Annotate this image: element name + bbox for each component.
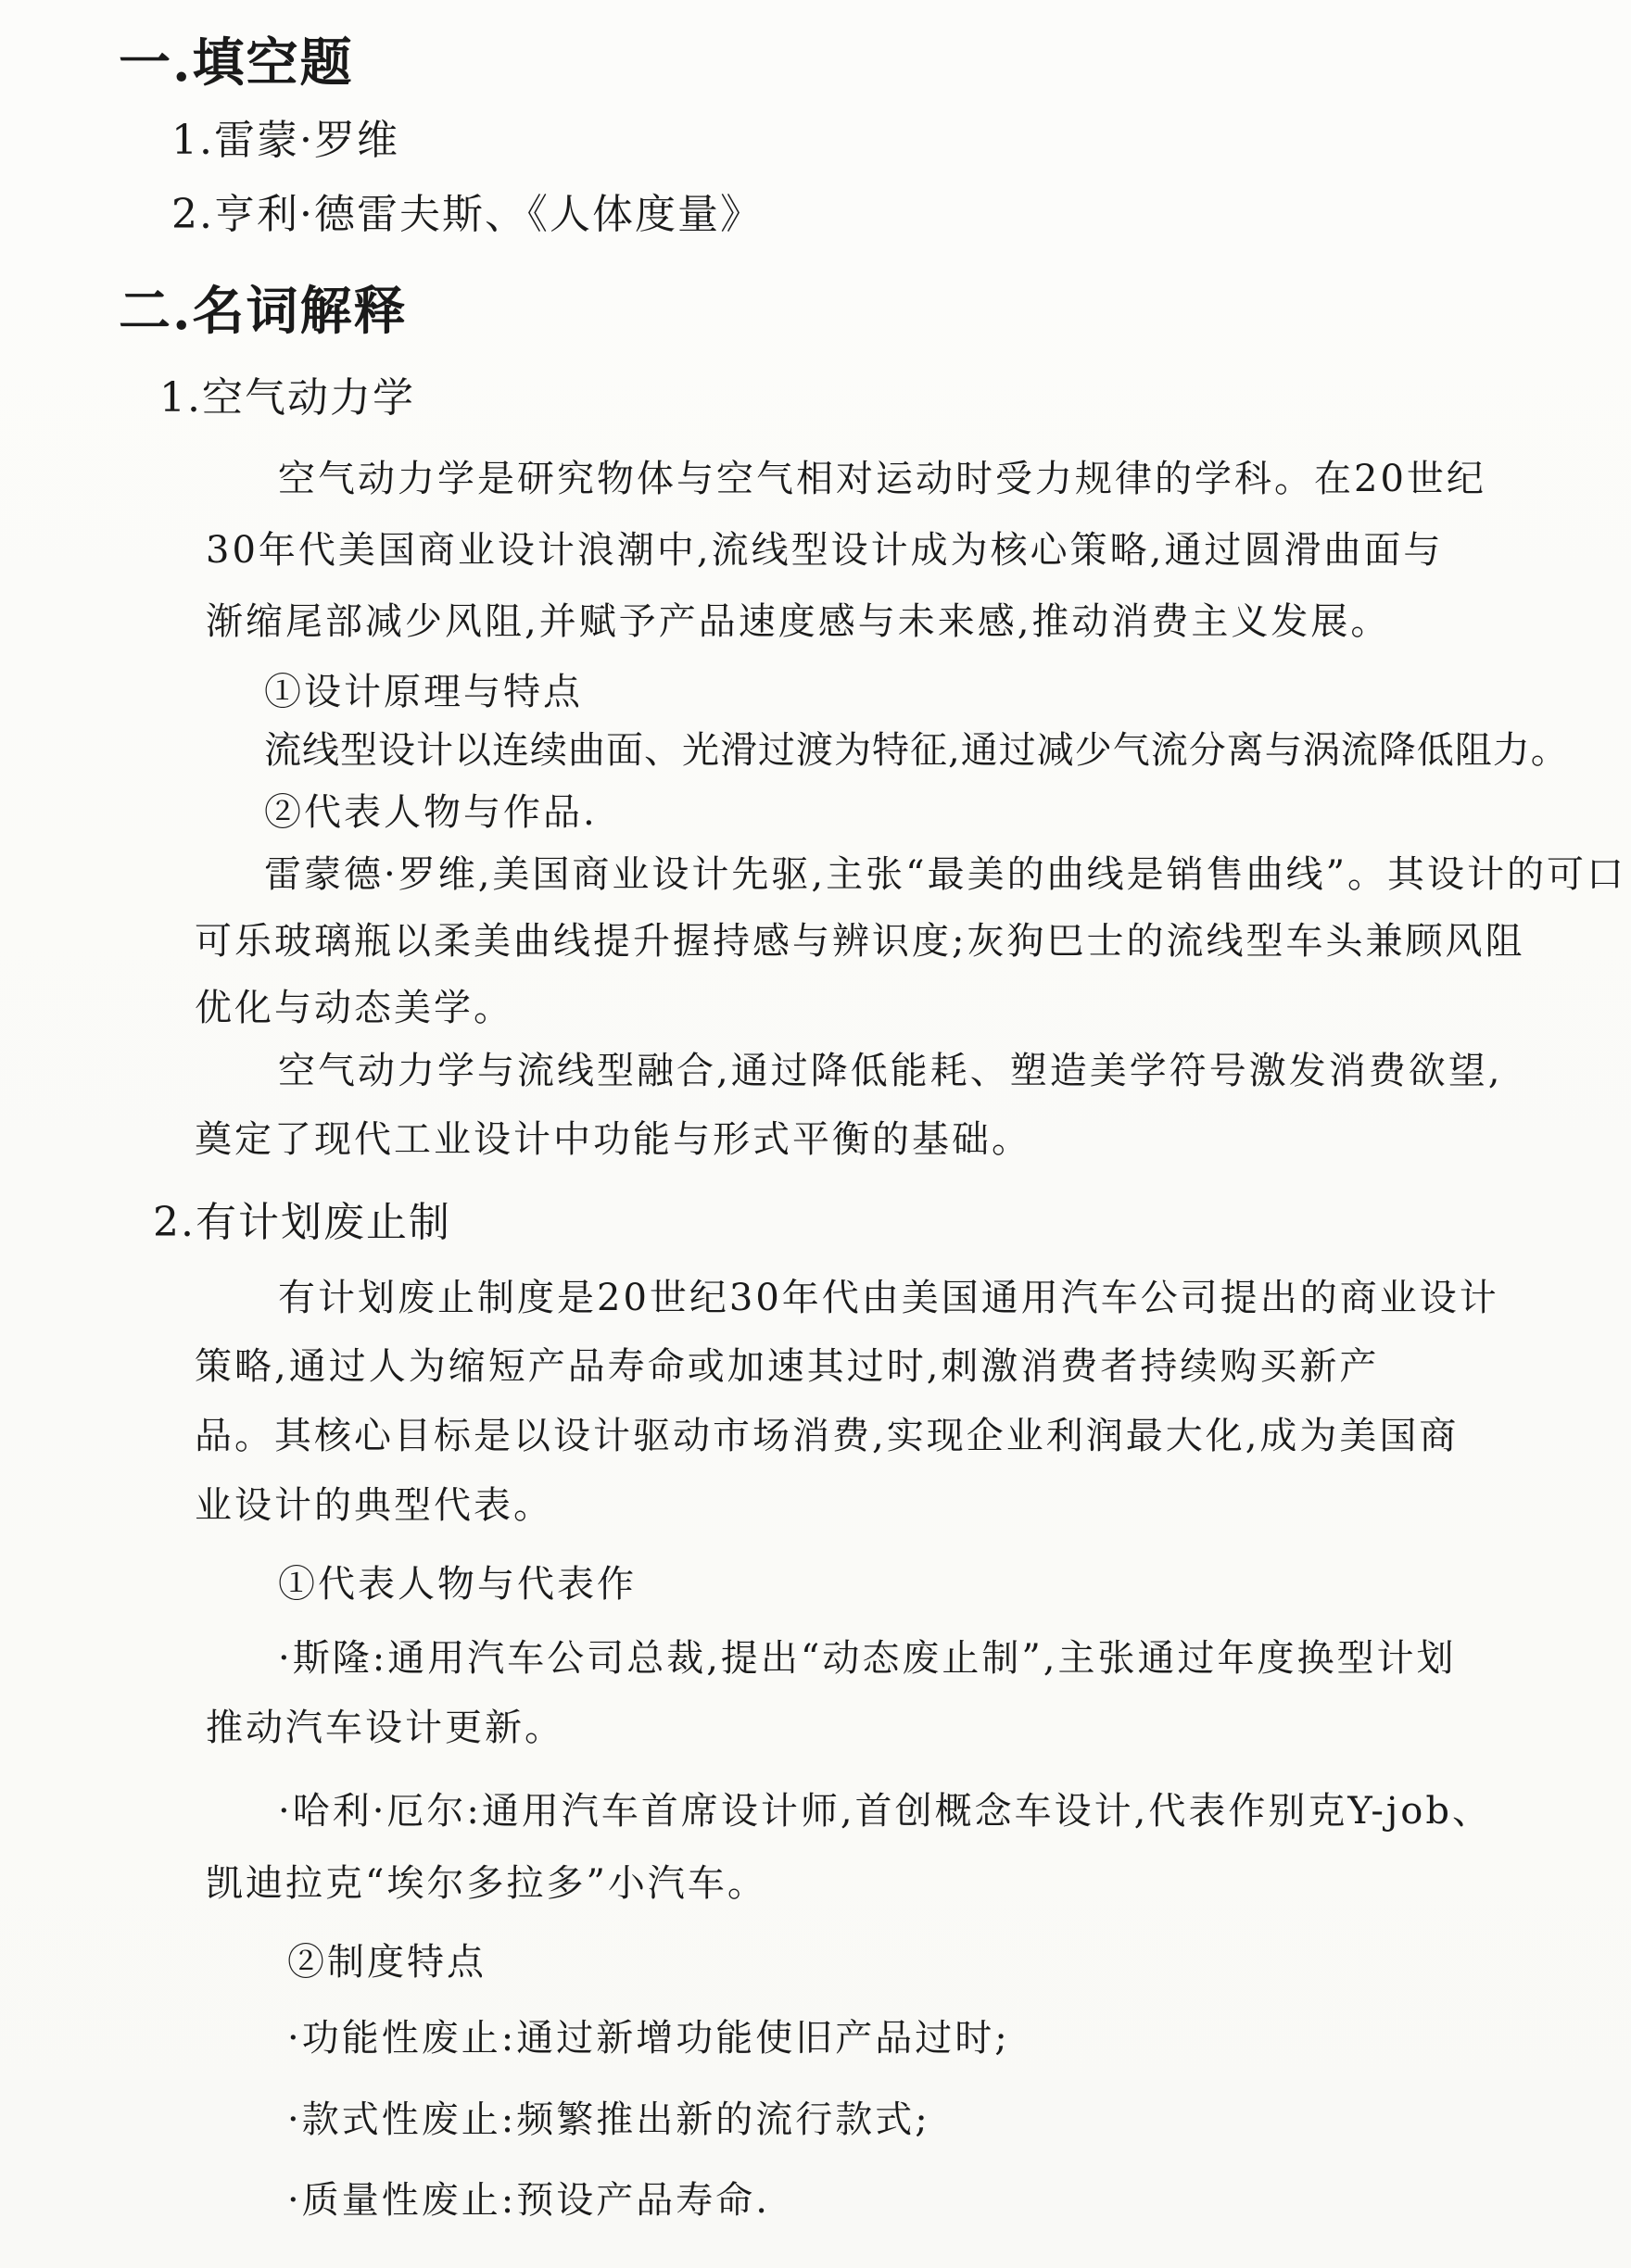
- term-1-figures-line: 雷蒙德·罗维,美国商业设计先驱,主张“最美的曲线是销售曲线”。其设计的可口: [264, 853, 1627, 896]
- term-2-person-sloan-line: 推动汽车设计更新。: [206, 1707, 564, 1749]
- term-1-subheading-principle: ①设计原理与特点: [264, 671, 583, 713]
- term-1-principle-text: 流线型设计以连续曲面、光滑过渡为特征,通过减少气流分离与涡流降低阻力。: [264, 729, 1569, 772]
- term-1-conclusion-line: 奠定了现代工业设计中功能与形式平衡的基础。: [195, 1118, 1031, 1161]
- term-1-intro-line: 30年代美国商业设计浪潮中,流线型设计成为核心策略,通过圆滑曲面与: [206, 529, 1444, 572]
- term-2-intro-line: 品。其核心目标是以设计驱动市场消费,实现企业利润最大化,成为美国商: [195, 1415, 1460, 1457]
- term-1-conclusion-line: 空气动力学与流线型融合,通过降低能耗、塑造美学符号激发消费欲望,: [278, 1050, 1503, 1092]
- term-1-intro-line: 空气动力学是研究物体与空气相对运动时受力规律的学科。在20世纪: [278, 458, 1486, 500]
- term-2-feature-item: ·功能性废止:通过新增功能使旧产品过时;: [287, 2017, 1010, 2060]
- section-1-heading: 一.填空题: [119, 32, 354, 94]
- term-2-feature-item: ·款式性废止:频繁推出新的流行款式;: [287, 2098, 930, 2141]
- term-2-intro-line: 有计划废止制度是20世纪30年代由美国通用汽车公司提出的商业设计: [278, 1277, 1499, 1319]
- term-2-person-earl-line: ·哈利·厄尔:通用汽车首席设计师,首创概念车设计,代表作别克Y-job、: [278, 1790, 1492, 1833]
- term-2-subheading-figures: ①代表人物与代表作: [278, 1563, 637, 1606]
- section-2-heading: 二.名词解释: [119, 281, 408, 342]
- term-1-intro-line: 渐缩尾部减少风阻,并赋予产品速度感与未来感,推动消费主义发展。: [206, 600, 1391, 643]
- term-1-figures-line: 可乐玻璃瓶以柔美曲线提升握持感与辨识度;灰狗巴士的流线型车头兼顾风阻: [195, 920, 1525, 963]
- fill-blank-answer-2: 2.亨利·德雷夫斯、《人体度量》: [171, 191, 763, 238]
- term-2-intro-line: 策略,通过人为缩短产品寿命或加速其过时,刺激消费者持续购买新产: [195, 1345, 1380, 1388]
- term-2-intro-line: 业设计的典型代表。: [195, 1484, 553, 1527]
- term-2-title: 2.有计划废止制: [153, 1199, 451, 1246]
- term-2-person-earl-line: 凯迪拉克“埃尔多拉多”小汽车。: [206, 1862, 767, 1905]
- term-1-subheading-figures: ②代表人物与作品.: [264, 791, 598, 834]
- term-2-person-sloan-line: ·斯隆:通用汽车公司总裁,提出“动态废止制”,主张通过年度换型计划: [278, 1637, 1457, 1680]
- term-2-subheading-features: ②制度特点: [287, 1941, 487, 1984]
- term-1-figures-line: 优化与动态美学。: [195, 987, 513, 1029]
- term-1-title: 1.空气动力学: [159, 374, 415, 422]
- term-2-feature-item: ·质量性废止:预设产品寿命.: [287, 2179, 770, 2222]
- fill-blank-answer-1: 1.雷蒙·罗维: [171, 117, 399, 164]
